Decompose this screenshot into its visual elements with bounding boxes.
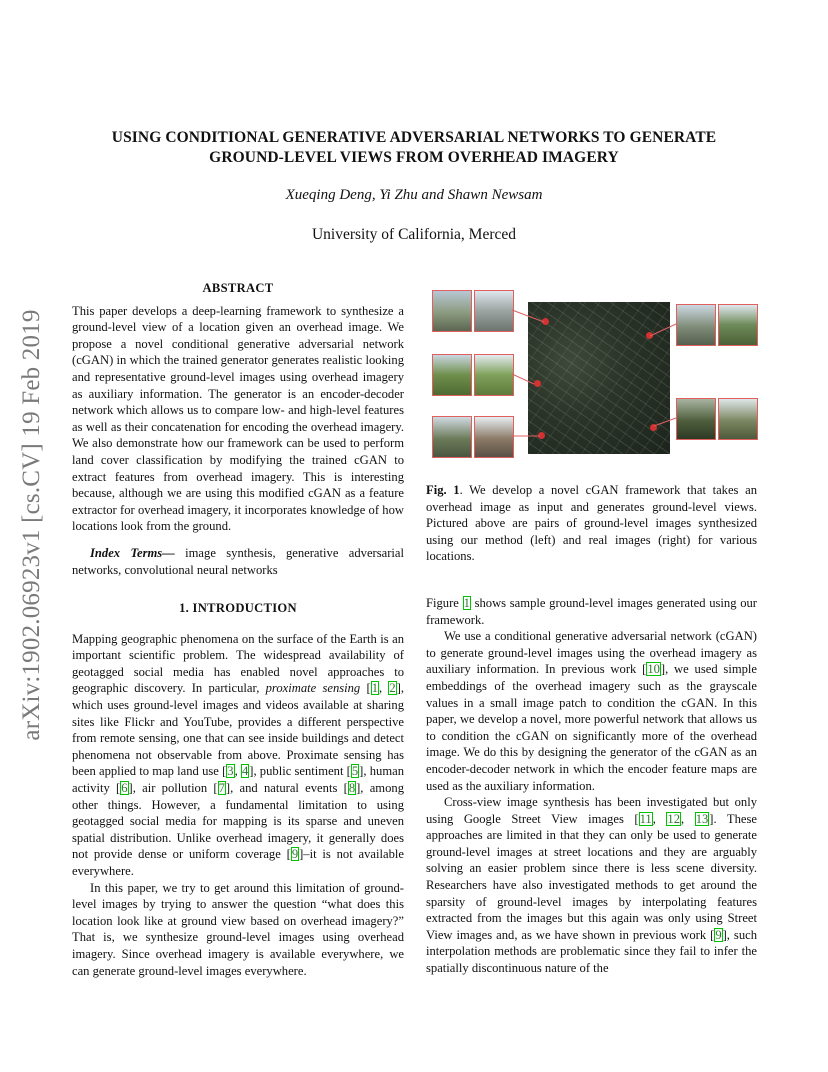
figure-caption (426, 482, 757, 565)
figure-connectors (428, 286, 758, 472)
title-line-2: GROUND-LEVEL VIEWS FROM OVERHEAD IMAGERY (209, 149, 619, 166)
intro-paragraph-1: Mapping geographic phenomena on the surface of the Earth is an important scientific problem. The widespread availability of geotagged social media has enabled novel approaches to geographic discovery. In particular, proximate sensing [1, 2], which uses ground-level images and videos available at sharing sites like Flickr and YouTube, provides a different perspective from remote sensing, one that can see inside buildings and detect phenomena not observable from above. Proximate sensing has been applied to map land use [3, 4], public sentiment [5], human activity [6], air pollution [7], and natural events [8], among other things. However, a fundamental limitation to using geotagged social media for mapping is its sparse and uneven spatial distribution. Unlike overhead imagery, it generally does not provide dense or uniform coverage [9]–it is not available everywhere. (72, 631, 405, 878)
body-text: ]. These approaches are limited in that they can only be used to generate ground-level images at street locations and they are arguably solving an easier problem since there is less scene diversity. Researchers have also investigated methods to get around the sparsity of ground-level images by interpolating features extracted from the images but this again was only using Street View images and, as we have shown in previous work [ (426, 811, 757, 942)
caption-text: . We develop a novel cGAN framework that takes an overhead image as input and generates ground-level views. Pictured above are pairs of ground-level images synthesized using our method (left) and real images (right) for various locations. (426, 483, 757, 564)
intro-text: ], among other things. However, a fundamental limitation to using geotagged social media for mapping is its sparse and uneven spatial distribution. Unlike overhead imagery, it generally does not provide dense or uniform coverage [ (72, 781, 404, 862)
left-column (72, 280, 404, 979)
intro-paragraph-2: In this paper, we try to get around this limitation of ground-level images by trying to answer the question “what does this location look like at ground view based on overhead imagery?” That is, we synthesize ground-level images using overhead imagery. Since overhead imagery is available everywhere, we can generate ground-level images everywhere. (72, 880, 404, 978)
title-line-1: USING CONDITIONAL GENERATIVE ADVERSARIAL NETWORKS TO GENERATE (111, 129, 717, 146)
intro-text: ], human activity [ (72, 764, 405, 796)
affiliation: University of California, Merced (311, 226, 517, 243)
citation-link[interactable]: 2 (389, 681, 396, 696)
right-paragraph-1 (426, 595, 757, 628)
body-text: Figure (426, 595, 463, 610)
citation-link[interactable]: 9 (715, 927, 722, 942)
arxiv-id: arXiv:1902.06923v1 [cs.CV] 19 Feb 2019 (18, 309, 45, 741)
index-terms-text: image synthesis, generative adversarial networks, convolutional neural networks (72, 545, 405, 577)
authors: Xueqing Deng, Yi Zhu and Shawn Newsam (285, 187, 543, 203)
citation-link[interactable]: 8 (348, 781, 356, 796)
index-terms-label: Index Terms— (90, 545, 175, 560)
body-text: We use a conditional generative adversarial network (cGAN) to generate ground-level images using the overhead imagery as auxiliary information. In previous work [ (426, 629, 757, 677)
citation-link[interactable]: 1 (371, 681, 378, 696)
intro-text: ], which uses ground-level images and videos available at sharing sites like Flickr and YouTube, provides a different perspective from remote sensing, one that can see inside buildings and detect phenomena not observable from above. Proximate sensing has been applied to map land use [ (72, 681, 405, 779)
intro-text: Mapping geographic phenomena on the surface of the Earth is an important scientific problem. The widespread availability of geotagged social media has enabled novel approaches to geographic discovery. In particular, (72, 631, 404, 696)
body-text: Cross-view image synthesis has been investigated but only using Google Street View images [ (426, 795, 757, 826)
citation-link[interactable]: 5 (351, 764, 359, 779)
intro-text: ]–it is not available everywhere. (72, 847, 404, 878)
paper-title (60, 128, 768, 168)
connector-line (512, 310, 544, 322)
intro-text: [ (360, 681, 371, 696)
intro-text: ], public sentiment [ (249, 764, 351, 779)
body-text: ], such interpolation methods are problematic since they fail to infer the spatially discontinuous nature of the (426, 927, 758, 976)
citation-link[interactable]: 4 (241, 764, 249, 779)
citation-link[interactable]: 6 (121, 781, 128, 796)
abstract-heading: ABSTRACT (202, 281, 274, 295)
citation-link[interactable]: 9 (291, 847, 299, 862)
figure-link[interactable]: 1 (463, 595, 470, 610)
citation-link[interactable]: 13 (695, 811, 709, 826)
citation-link[interactable]: 7 (218, 781, 225, 796)
intro-text: ], air pollution [ (128, 781, 218, 796)
body-text: ], we used simple embeddings of the overhead imagery such as the grayscale values in a small image patch to condition the cGAN. In this paper, we develop a novel, more powerful network that allows us to condition the cGAN on significantly more of the overhead image. We do this by designing the generator of the cGAN as an encoder-decoder network in which the encoder feature maps are used as the auxiliary information. (426, 662, 758, 793)
figure-1 (428, 286, 758, 472)
right-paragraph-3: Cross-view image synthesis has been investigated but only using Google Street View images [11, 12, 13]. These approaches are limited in that they can only be used to generate ground-level images at street locations and they are arguably solving an easier problem since there is less scene diversity. Researchers have also investigated methods to get around the sparsity of ground-level images by interpolating features extracted from the images but this again was only using Street View images and, as we have shown in previous work [9], such interpolation methods are problematic since they fail to infer the spatially discontinuous nature of the (426, 795, 758, 976)
connector-line (650, 324, 676, 336)
right-column (426, 482, 757, 977)
citation-link[interactable]: 11 (639, 811, 652, 826)
arxiv-sidebar (7, 286, 57, 764)
citation-link[interactable]: 12 (667, 811, 680, 826)
intro-emphasis: proximate sensing (265, 681, 361, 696)
citation-link[interactable]: 3 (227, 764, 234, 779)
right-paragraph-2 (426, 628, 757, 794)
intro-text: ], and natural events [ (225, 781, 348, 796)
figure-label: Fig. 1 (426, 483, 460, 497)
abstract-text: This paper develops a deep-learning framework to synthesize a ground-level view of a location given an overhead image. We propose a novel conditional generative adversarial network (cGAN) in which the trained generator generates realistic looking and representative ground-level images using overhead imagery as auxiliary information. The generator is an encoder-decoder network which allows us to compare low- and high-level features as well as their concatenation for encoding the overhead imagery. We also demonstrate how our framework can be used to perform land cover classification by modifying the trained cGAN to extract features from overhead imagery. This is interesting because, although we are using this modified cGAN as a feature extractor for overhead imagery, it incorporates knowledge of how locations look from the ground. (72, 303, 404, 534)
index-terms (72, 545, 404, 578)
body-text: shows sample ground-level images generated using our framework. (426, 595, 757, 627)
citation-link[interactable]: 10 (647, 662, 660, 677)
connector-line (654, 418, 676, 426)
intro-heading: 1. INTRODUCTION (179, 601, 297, 616)
connector-line (512, 374, 534, 384)
